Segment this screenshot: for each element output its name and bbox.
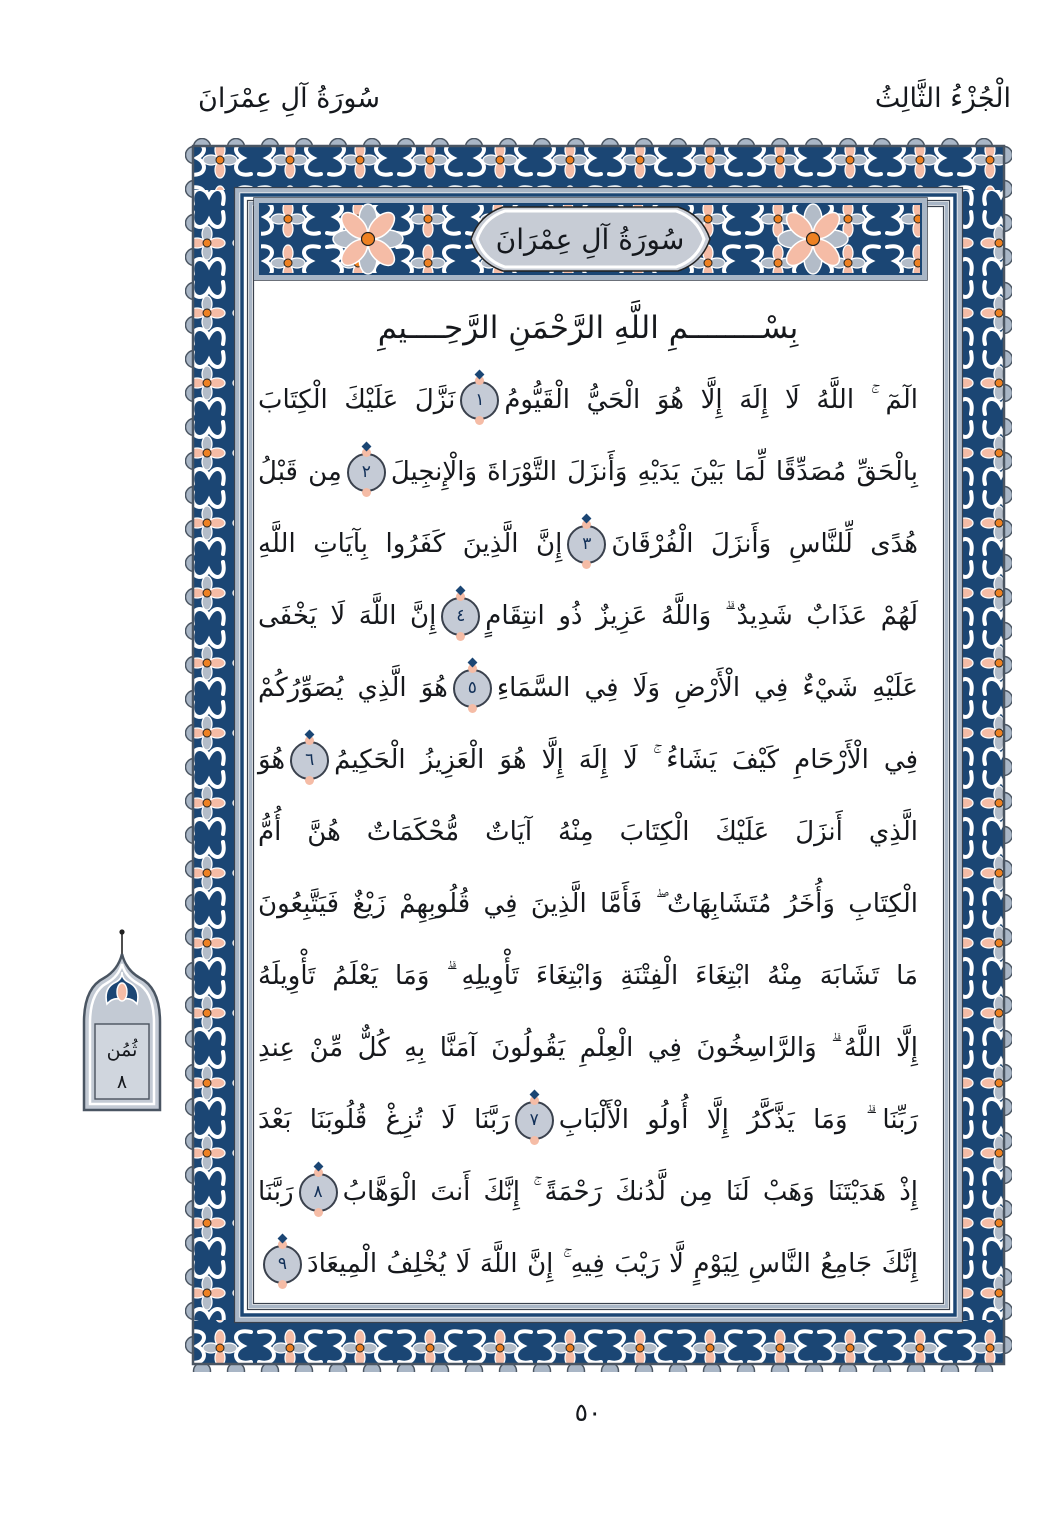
verse-lines xyxy=(258,364,918,1300)
quran-line xyxy=(258,1084,918,1156)
quran-line xyxy=(258,724,918,796)
verse-text: الْكِتَابِ وَأُخَرُ مُتَشَابِهَاتٌ ۖ فَأَمَّا الَّذِينَ فِي قُلُوبِهِمْ زَيْغٌ فَيَتَّبِعُونَ xyxy=(258,889,918,919)
verse-number-medallion xyxy=(263,1245,302,1284)
juz-name-running-head: الْجُزْءُ الثَّالِثُ xyxy=(874,83,1011,114)
verse-number: ٨ xyxy=(313,1182,323,1202)
verse-number-medallion xyxy=(567,525,606,564)
verse-number-medallion xyxy=(347,453,386,492)
quran-line xyxy=(258,580,918,652)
verse-text: رَبَّنَا لَا تُزِغْ قُلُوبَنَا بَعْدَ xyxy=(258,1105,510,1135)
verse-number: ١ xyxy=(475,390,485,410)
quran-line xyxy=(258,652,918,724)
thumn-label: ثُمُن xyxy=(106,1039,138,1061)
page-number: ٥٠ xyxy=(574,1398,602,1427)
quran-line xyxy=(258,364,918,436)
verse-text: عَلَيْهِ شَيْءٌ فِي الْأَرْضِ وَلَا فِي السَّمَاءِ xyxy=(496,673,918,703)
verse-text: إِلَّا اللَّهُ ۗ وَالرَّاسِخُونَ فِي الْعِلْمِ يَقُولُونَ آمَنَّا بِهِ كُلٌّ مِّنْ عِندِ xyxy=(258,1033,918,1063)
quran-line xyxy=(258,940,918,1012)
quran-line xyxy=(258,868,918,940)
verse-number-medallion xyxy=(515,1101,554,1140)
verse-text: الٓمٓ ۚ اللَّهُ لَا إِلَهَ إِلَّا هُوَ الْحَيُّ الْقَيُّومُ xyxy=(504,385,918,415)
quran-line xyxy=(258,1156,918,1228)
quran-line xyxy=(258,796,918,868)
verse-text: إِنَّكَ جَامِعُ النَّاسِ لِيَوْمٍ لَّا رَيْبَ فِيهِ ۚ إِنَّ اللَّهَ لَا يُخْلِفُ الْمِيعَادَ xyxy=(307,1249,918,1279)
verse-text: إِنَّ الَّذِينَ كَفَرُوا بِآيَاتِ اللَّهِ xyxy=(258,529,563,559)
verse-text: هُوَ الَّذِي يُصَوِّرُكُمْ xyxy=(258,673,448,703)
verse-number-medallion xyxy=(299,1173,338,1212)
verse-text: الَّذِي أَنزَلَ عَلَيْكَ الْكِتَابَ مِنْهُ آيَاتٌ مُّحْكَمَاتٌ هُنَّ أُمُّ xyxy=(258,817,918,847)
surah-title-banner xyxy=(253,197,928,281)
thumn-margin-marker xyxy=(73,926,171,1118)
verse-text: لَهُمْ عَذَابٌ شَدِيدٌ ۗ وَاللَّهُ عَزِيزٌ ذُو انتِقَامٍ xyxy=(485,601,918,631)
verse-text: فِي الْأَرْحَامِ كَيْفَ يَشَاءُ ۚ لَا إِلَهَ إِلَّا هُوَ الْعَزِيزُ الْحَكِيمُ xyxy=(334,745,918,775)
verse-number-medallion xyxy=(453,669,492,708)
verse-text: بِالْحَقِّ مُصَدِّقًا لِّمَا بَيْنَ يَدَيْهِ وَأَنزَلَ التَّوْرَاةَ وَالْإِنجِيلَ xyxy=(390,457,918,487)
verse-number: ٣ xyxy=(582,534,592,554)
verse-text: نَزَّلَ عَلَيْكَ الْكِتَابَ xyxy=(258,385,456,415)
verse-number: ٥ xyxy=(467,678,477,698)
surah-name-running-head: سُورَةُ آلِ عِمْرَانَ xyxy=(198,83,380,114)
bismillah-line: بِسْــــــــمِ اللَّهِ الرَّحْمَنِ الرَّحِــــيمِ xyxy=(377,310,799,346)
verse-text: مَا تَشَابَهَ مِنْهُ ابْتِغَاءَ الْفِتْنَةِ وَابْتِغَاءَ تَأْوِيلِهِ ۗ وَمَا يَعْلَمُ تَأْوِيلَهُ xyxy=(258,961,918,991)
quran-line xyxy=(258,1228,918,1300)
verse-number: ٧ xyxy=(529,1110,539,1130)
verse-text: إِذْ هَدَيْتَنَا وَهَبْ لَنَا مِن لَّدُنكَ رَحْمَةً ۚ إِنَّكَ أَنتَ الْوَهَّابُ xyxy=(342,1177,918,1207)
verse-number-medallion xyxy=(441,597,480,636)
verse-number-medallion xyxy=(460,381,499,420)
verse-number: ٢ xyxy=(361,462,371,482)
verse-number: ٩ xyxy=(277,1254,288,1274)
verse-number-medallion xyxy=(290,741,329,780)
verse-text: هُوَ xyxy=(258,745,286,775)
quran-line xyxy=(258,1012,918,1084)
verse-number: ٦ xyxy=(305,750,315,770)
thumn-number: ٨ xyxy=(116,1071,128,1093)
verse-text: إِنَّ اللَّهَ لَا يَخْفَى xyxy=(258,601,437,631)
verse-text: هُدًى لِّلنَّاسِ وَأَنزَلَ الْفُرْقَانَ xyxy=(611,529,918,559)
verse-text: مِن قَبْلُ xyxy=(258,457,342,487)
quran-text-area xyxy=(258,292,918,1302)
verse-text: رَبَّنَا xyxy=(258,1177,294,1207)
verse-text: رَبِّنَا ۗ وَمَا يَذَّكَّرُ إِلَّا أُولُو الْأَلْبَابِ xyxy=(558,1105,918,1135)
surah-title-text: سُورَةُ آلِ عِمْرَانَ xyxy=(495,223,685,256)
verse-number: ٤ xyxy=(456,606,466,626)
quran-line xyxy=(258,508,918,580)
quran-line xyxy=(258,436,918,508)
